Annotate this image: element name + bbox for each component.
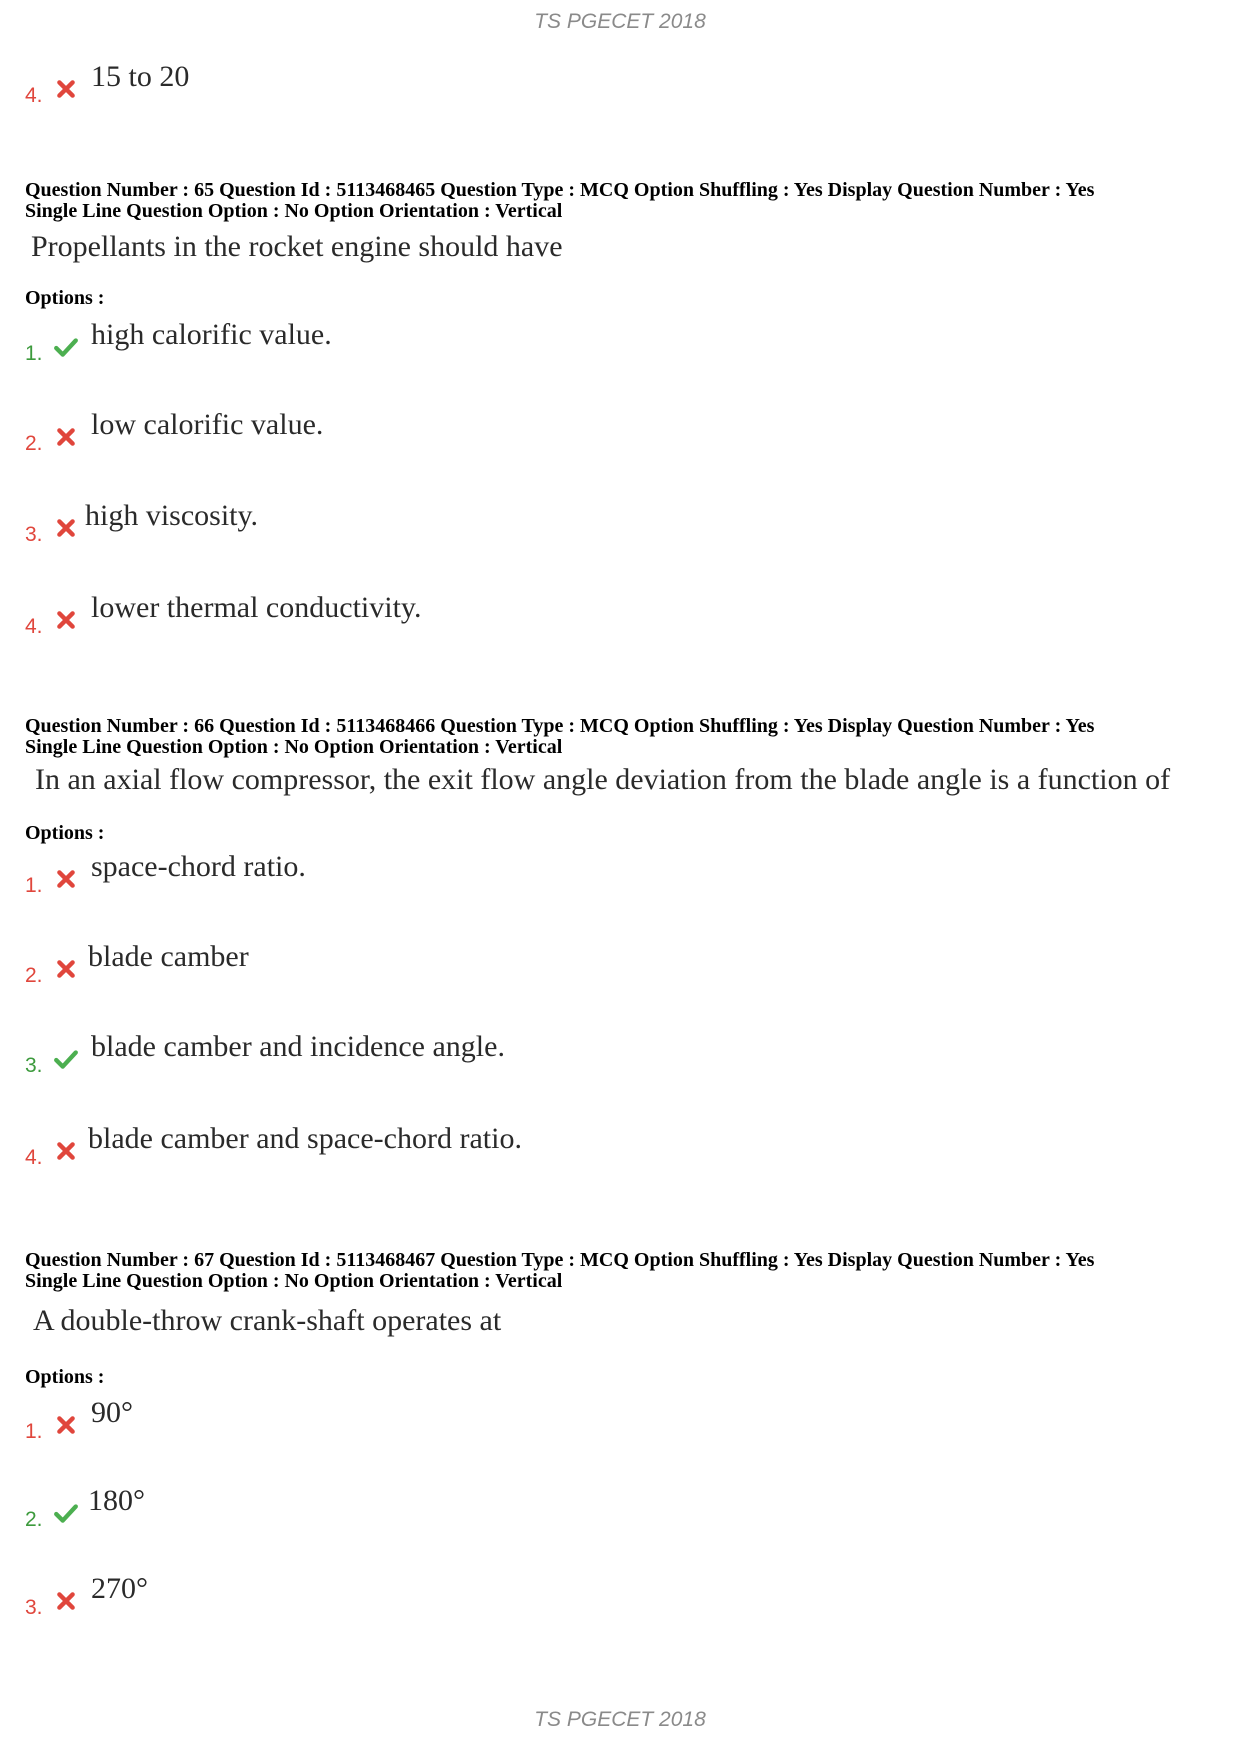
option-2 xyxy=(25,940,925,987)
question-stem: Propellants in the rocket engine should have xyxy=(31,230,563,263)
question-meta-line2: Single Line Question Option : No Option Orientation : Vertical xyxy=(25,200,563,222)
check-icon xyxy=(53,1502,79,1524)
option-number: 3. xyxy=(25,523,43,546)
question-67 xyxy=(25,1249,1225,1619)
option-1 xyxy=(25,850,925,897)
option-text: 90° xyxy=(91,1396,133,1429)
option-number: 2. xyxy=(25,964,43,987)
question-meta-line2: Single Line Question Option : No Option Orientation : Vertical xyxy=(25,1270,563,1292)
options-label: Options : xyxy=(25,1366,105,1388)
option-text: 15 to 20 xyxy=(91,60,190,93)
check-icon xyxy=(53,336,79,358)
cross-icon xyxy=(53,426,79,448)
question-stem: In an axial flow compressor, the exit flow angle deviation from the blade angle is a function of xyxy=(35,763,1171,796)
question-65 xyxy=(25,179,1225,638)
option-4 xyxy=(25,1122,925,1169)
option-number: 1. xyxy=(25,874,43,897)
option-text: low calorific value. xyxy=(91,408,324,441)
option-text: 180° xyxy=(88,1484,145,1517)
cross-icon xyxy=(53,1140,79,1162)
question-meta-line2: Single Line Question Option : No Option Orientation : Vertical xyxy=(25,736,563,758)
cross-icon xyxy=(53,868,79,890)
cross-icon xyxy=(53,78,79,100)
option-text: 270° xyxy=(91,1572,148,1605)
option-3 xyxy=(25,1572,925,1619)
option-text: high calorific value. xyxy=(91,318,332,351)
cross-icon xyxy=(53,609,79,631)
option-text: blade camber and space-chord ratio. xyxy=(88,1122,522,1155)
question-meta: Question Number : 65 Question Id : 5113468465 Question Type : MCQ Option Shuffling : Yes Display Question Number : Yes xyxy=(25,179,1095,201)
page-header: TS PGECET 2018 xyxy=(534,10,706,33)
option-number: 4. xyxy=(25,84,43,107)
options-label: Options : xyxy=(25,287,105,309)
option-1 xyxy=(25,1396,925,1443)
option-number: 4. xyxy=(25,615,43,638)
cross-icon xyxy=(53,958,79,980)
option-text: blade camber xyxy=(88,940,249,973)
question-meta: Question Number : 66 Question Id : 5113468466 Question Type : MCQ Option Shuffling : Yes Display Question Number : Yes xyxy=(25,715,1095,737)
option-number: 1. xyxy=(25,342,43,365)
option-number: 2. xyxy=(25,1508,43,1531)
question-stem: A double-throw crank-shaft operates at xyxy=(33,1304,502,1337)
option-2 xyxy=(25,1484,925,1531)
option-3 xyxy=(25,1030,925,1077)
options-label: Options : xyxy=(25,822,105,844)
option-number: 2. xyxy=(25,432,43,455)
option-text: high viscosity. xyxy=(85,499,259,532)
question-66 xyxy=(25,715,1225,1169)
option-number: 3. xyxy=(25,1596,43,1619)
cross-icon xyxy=(53,1414,79,1436)
option-4 xyxy=(25,591,925,638)
option-text: blade camber and incidence angle. xyxy=(91,1030,505,1063)
option-number: 3. xyxy=(25,1054,43,1077)
page-footer: TS PGECET 2018 xyxy=(534,1708,706,1731)
option-1 xyxy=(25,318,925,365)
check-icon xyxy=(53,1048,79,1070)
question-meta: Question Number : 67 Question Id : 5113468467 Question Type : MCQ Option Shuffling : Yes Display Question Number : Yes xyxy=(25,1249,1095,1271)
option-text: space-chord ratio. xyxy=(91,850,306,883)
option-number: 1. xyxy=(25,1420,43,1443)
cross-icon xyxy=(53,1590,79,1612)
option-number: 4. xyxy=(25,1146,43,1169)
option-3 xyxy=(25,499,925,546)
option-text: lower thermal conductivity. xyxy=(91,591,422,624)
option-2 xyxy=(25,408,925,455)
cross-icon xyxy=(53,517,79,539)
option-4 xyxy=(25,60,925,107)
